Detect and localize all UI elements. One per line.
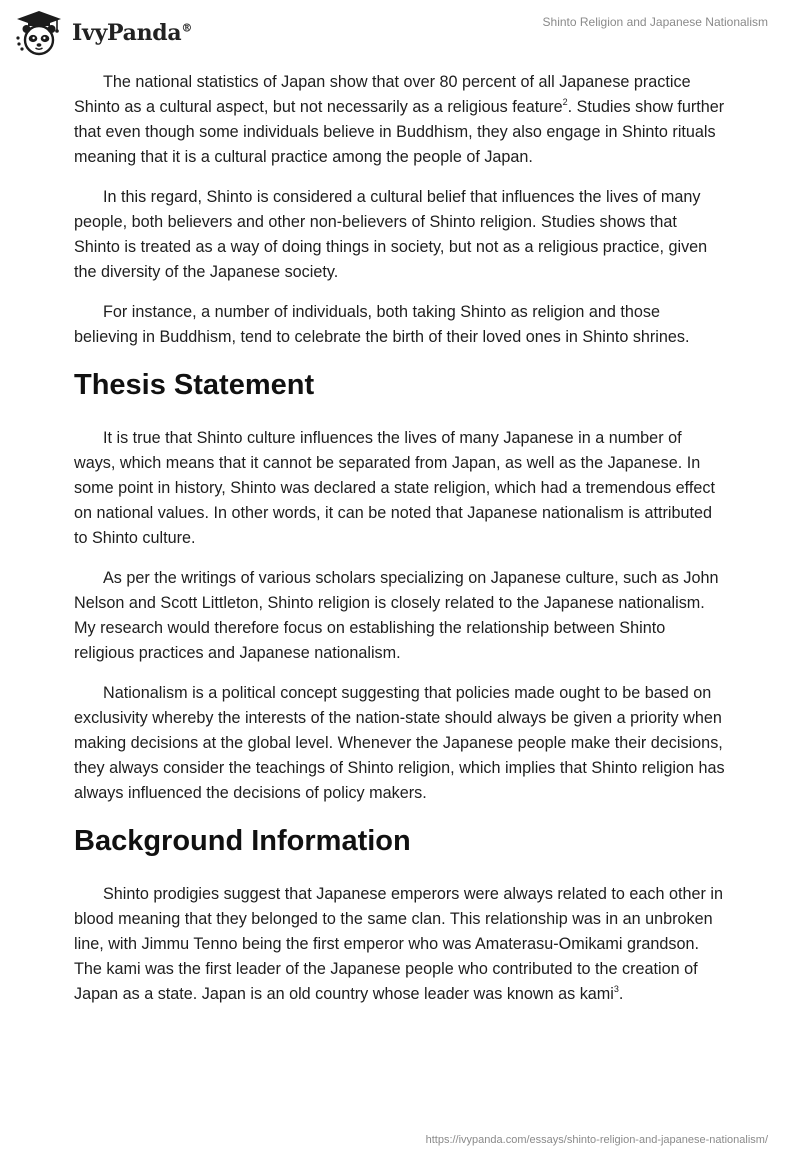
intro-paragraph-3: For instance, a number of individuals, both taking Shinto as religion and those believing in Buddhism, tend to celebrate the birth of their loved ones in Shinto shrines. [74, 303, 690, 346]
thesis-heading: Thesis Statement [74, 369, 315, 401]
background-paragraph-text: Shinto prodigies suggest that Japanese emperors were always related to each other in blood meaning that they belonged to the same clan. This relationship was in an unbroken line, with Jimmu Tenno being the first emperor who was Amaterasu-Omikami grandson. The kami was the first leader of the Japanese people who contributed to the creation of Japan as a state. Japan is an old country whose leader was known as kami [74, 885, 723, 1003]
background-heading: Background Information [74, 825, 411, 857]
source-url[interactable]: https://ivypanda.com/essays/shinto-religion-and-japanese-nationalism/ [425, 1134, 768, 1146]
background-paragraph-continuation: . [618, 985, 624, 1003]
thesis-paragraph-1: It is true that Shinto culture influences the lives of many Japanese in a number of ways, which means that it cannot be separated from Japan, as well as the Japanese. In some point in history, Shinto was declared a state religion, which had a tremendous effect on national values. In other words, it can be noted that Japanese nationalism is attributed to Shinto culture. [74, 429, 715, 547]
registered-mark: ® [181, 21, 193, 35]
footnote-ref-2[interactable]: 2 [562, 97, 568, 107]
background-paragraph [74, 882, 726, 1007]
intro-paragraph-1-continuation: . Studies show further that even though some individuals believe in Buddhism, they also engage in Shinto rituals meaning that it is a cultural practice among the people of Japan. [74, 98, 725, 166]
essay-body [74, 70, 726, 1022]
panda-graduate-icon [14, 8, 64, 58]
logo-wordmark [72, 20, 192, 46]
page-header [0, 0, 800, 70]
intro-paragraph-2: In this regard, Shinto is considered a cultural belief that influences the lives of many people, both believers and other non-believers of Shinto religion. Studies shows that Shinto is treated as a way of doing things in society, but not as a religious practice, given the diversity of the Japanese society. [74, 188, 708, 281]
logo-text: IvyPanda [72, 20, 182, 46]
document-title: Shinto Religion and Japanese Nationalism [542, 15, 768, 29]
intro-paragraph-1-text: The national statistics of Japan show that over 80 percent of all Japanese practice Shinto as a cultural aspect, but not necessarily as a religious feature [74, 73, 691, 116]
thesis-paragraph-2: As per the writings of various scholars specializing on Japanese culture, such as John Nelson and Scott Littleton, Shinto religion is closely related to the Japanese nationalism. My research would therefore focus on establishing the relationship between Shinto religious practices and Japanese nationalism. [74, 569, 719, 662]
ivypanda-logo[interactable] [14, 8, 192, 58]
thesis-paragraph-3: Nationalism is a political concept suggesting that policies made ought to be based on exclusivity whereby the interests of the nation-state should always be given a priority when making decisions at the global level. Whenever the Japanese people make their decisions, they always consider the teachings of Shinto religion, which implies that Shinto religion has always influenced the decisions of policy makers. [74, 684, 725, 802]
intro-paragraph-1 [74, 70, 726, 170]
footnote-ref-3[interactable]: 3 [613, 984, 619, 994]
